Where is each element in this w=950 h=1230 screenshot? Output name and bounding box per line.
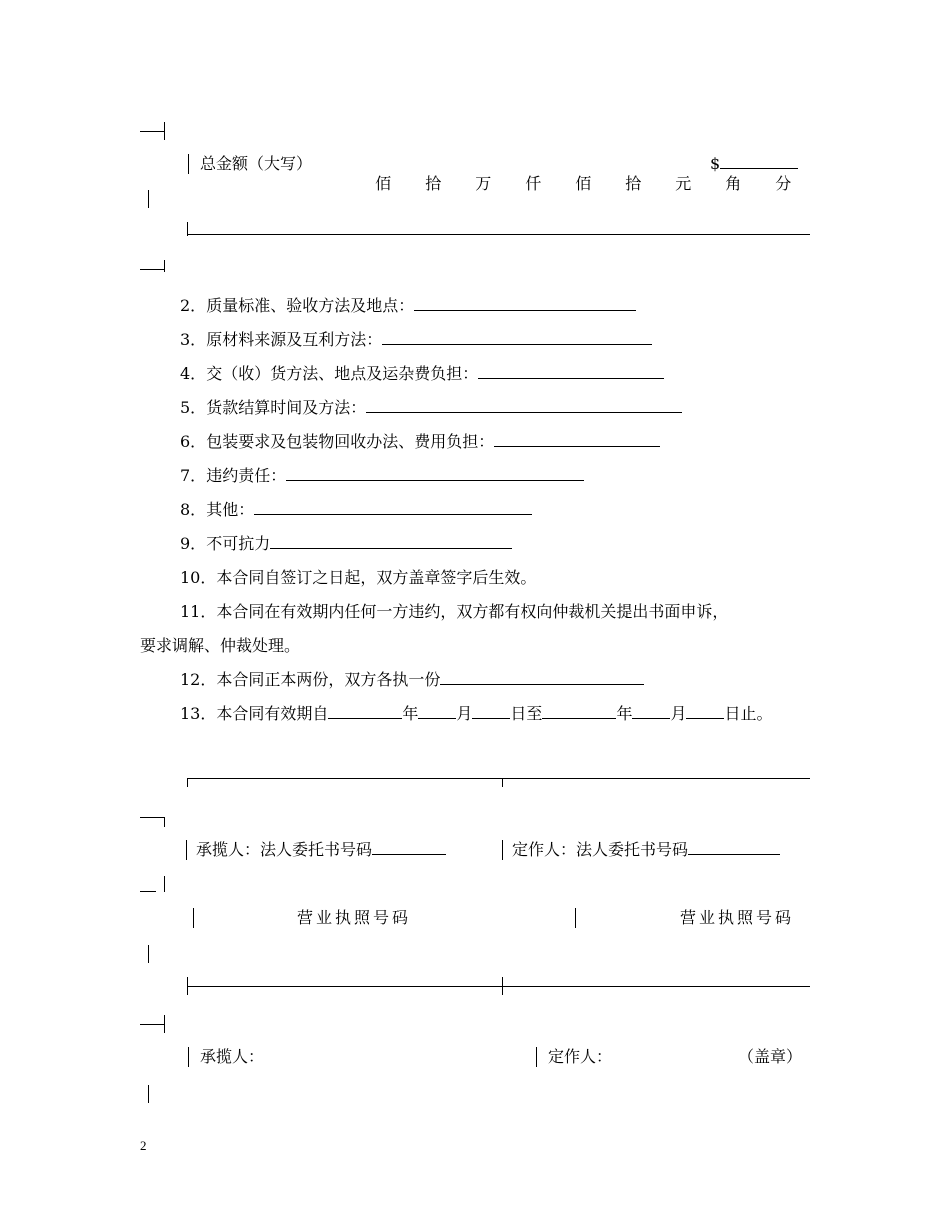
clause-2: 2．质量标准、验收方法及地点： — [180, 296, 636, 316]
clause-13: 13．本合同有效期自 年 月 日至 年 月 日止。 — [180, 704, 773, 723]
table-border — [164, 122, 165, 140]
unit-jiao: 角 — [725, 174, 742, 193]
clause-5: 5．货款结算时间及方法： — [180, 398, 682, 418]
clause-7: 7．违约责任： — [180, 466, 584, 486]
table-border — [140, 891, 156, 892]
unit-wan: 万 — [475, 174, 492, 193]
table-border — [164, 817, 165, 827]
clause-11-continuation: 要求调解、仲裁处理。 — [140, 636, 301, 655]
clause-8: 8．其他： — [180, 500, 532, 520]
table-border — [140, 131, 164, 132]
table-border — [193, 908, 194, 928]
table-border — [140, 1024, 164, 1025]
license-number-right: 营业执照号码 — [680, 908, 795, 927]
unit-shi: 拾 — [425, 174, 442, 193]
table-border — [140, 269, 164, 270]
client-authorization: 定作人：法人委托书号码 — [512, 840, 780, 860]
clause-9: 9．不可抗力 — [180, 534, 512, 554]
client-party-label: 定作人： — [548, 1047, 613, 1066]
unit-bai: 佰 — [375, 174, 392, 193]
table-border — [188, 1047, 189, 1067]
clause-11: 11．本合同在有效期内任何一方违约，双方都有权向仲裁机关提出书面申诉， — [180, 602, 729, 621]
table-border — [148, 945, 149, 963]
table-border — [164, 260, 165, 272]
clause-3: 3．原材料来源及互利方法： — [180, 330, 652, 350]
seal-label: （盖章） — [738, 1047, 803, 1066]
table-border — [502, 778, 503, 787]
table-border — [164, 1015, 165, 1033]
page-number: 2 — [140, 1138, 147, 1153]
unit-qian: 仟 — [525, 174, 542, 193]
table-border — [140, 817, 164, 818]
table-border — [148, 1085, 149, 1103]
unit-shi2: 拾 — [625, 174, 642, 193]
table-border — [536, 1047, 537, 1067]
currency-field: $ — [710, 154, 798, 174]
table-border — [186, 840, 187, 860]
total-amount-label: 总金额（大写） — [200, 154, 313, 173]
unit-bai2: 佰 — [575, 174, 592, 193]
table-border — [187, 234, 810, 235]
table-border — [575, 908, 576, 928]
clause-10: 10．本合同自签订之日起，双方盖章签字后生效。 — [180, 568, 537, 587]
contractor-authorization: 承揽人：法人委托书号码 — [196, 840, 446, 860]
table-border — [502, 840, 503, 860]
license-number-left: 营业执照号码 — [297, 908, 412, 927]
table-border — [164, 876, 165, 892]
contractor-party-label: 承揽人： — [200, 1047, 265, 1066]
table-border — [502, 977, 503, 995]
table-border — [187, 977, 188, 995]
clause-4: 4．交（收）货方法、地点及运杂费负担： — [180, 364, 664, 384]
clause-12: 12．本合同正本两份，双方各执一份 — [180, 670, 644, 690]
table-border — [187, 986, 810, 987]
table-border — [187, 778, 810, 779]
table-border — [188, 154, 189, 174]
table-border — [148, 190, 149, 208]
clause-6: 6．包装要求及包装物回收办法、费用负担： — [180, 432, 660, 452]
unit-yuan: 元 — [675, 174, 692, 193]
table-border — [187, 778, 188, 787]
unit-fen: 分 — [775, 174, 792, 193]
